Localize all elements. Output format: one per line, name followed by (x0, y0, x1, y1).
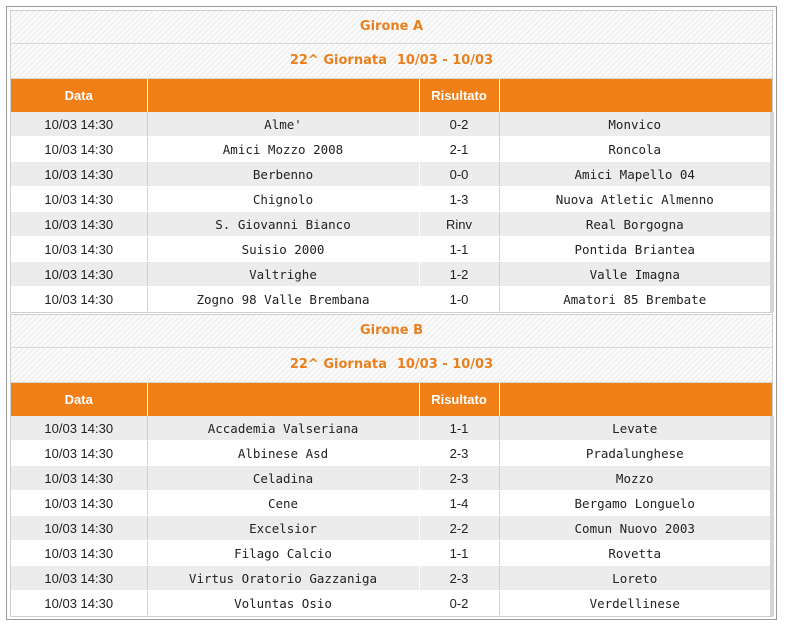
away-team: Pradalunghese (499, 441, 772, 466)
away-team: Nuova Atletic Almenno (499, 187, 772, 212)
home-team: Amici Mozzo 2008 (147, 137, 419, 162)
round-header (11, 348, 772, 383)
home-team: Excelsior (147, 516, 419, 541)
match-date: 10/03 14:30 (11, 516, 147, 541)
table-row (11, 591, 772, 616)
match-score: 0-0 (419, 162, 499, 187)
group-title: Girone B (11, 315, 772, 348)
table-row (11, 262, 772, 287)
round-date-range: 10/03 - 10/03 (396, 357, 494, 372)
match-score: 1-2 (419, 262, 499, 287)
round-header (11, 44, 772, 79)
match-date: 10/03 14:30 (11, 416, 147, 441)
match-date: 10/03 14:30 (11, 237, 147, 262)
group-section (10, 314, 773, 617)
table-row (11, 441, 772, 466)
table-row (11, 491, 772, 516)
match-date: 10/03 14:30 (11, 112, 147, 137)
match-score: 0-2 (419, 591, 499, 616)
match-score: 2-1 (419, 137, 499, 162)
home-team: Filago Calcio (147, 541, 419, 566)
column-header-data: Data (11, 79, 147, 112)
table-row (11, 237, 772, 262)
match-score: 2-3 (419, 441, 499, 466)
match-score: 1-1 (419, 541, 499, 566)
match-date: 10/03 14:30 (11, 566, 147, 591)
table-row (11, 162, 772, 187)
match-score: 0-2 (419, 112, 499, 137)
column-header-home (147, 383, 419, 416)
column-header-away (499, 383, 772, 416)
away-team: Mozzo (499, 466, 772, 491)
away-team: Bergamo Longuelo (499, 491, 772, 516)
match-score: 1-1 (419, 237, 499, 262)
away-team: Monvico (499, 112, 772, 137)
away-team: Valle Imagna (499, 262, 772, 287)
home-team: Valtrighe (147, 262, 419, 287)
table-row (11, 187, 772, 212)
home-team: Accademia Valseriana (147, 416, 419, 441)
table-row (11, 466, 772, 491)
match-date: 10/03 14:30 (11, 466, 147, 491)
table-row (11, 112, 772, 137)
column-header-result: Risultato (419, 383, 499, 416)
table-row (11, 566, 772, 591)
match-score: Rinv (419, 212, 499, 237)
table-row (11, 212, 772, 237)
match-date: 10/03 14:30 (11, 287, 147, 312)
table-header-row (11, 383, 772, 416)
match-date: 10/03 14:30 (11, 212, 147, 237)
column-header-away (499, 79, 772, 112)
column-header-result: Risultato (419, 79, 499, 112)
home-team: Suisio 2000 (147, 237, 419, 262)
match-date: 10/03 14:30 (11, 591, 147, 616)
away-team: Real Borgogna (499, 212, 772, 237)
results-table (11, 79, 774, 312)
away-team: Levate (499, 416, 772, 441)
match-score: 1-4 (419, 491, 499, 516)
group-section (10, 10, 773, 313)
match-date: 10/03 14:30 (11, 541, 147, 566)
table-row (11, 541, 772, 566)
away-team: Roncola (499, 137, 772, 162)
results-panel (6, 6, 777, 620)
table-row (11, 516, 772, 541)
match-date: 10/03 14:30 (11, 162, 147, 187)
home-team: Virtus Oratorio Gazzaniga (147, 566, 419, 591)
match-date: 10/03 14:30 (11, 137, 147, 162)
match-score: 2-3 (419, 566, 499, 591)
home-team: S. Giovanni Bianco (147, 212, 419, 237)
column-header-data: Data (11, 383, 147, 416)
table-row (11, 416, 772, 441)
column-header-home (147, 79, 419, 112)
groups-container (10, 10, 773, 617)
home-team: Zogno 98 Valle Brembana (147, 287, 419, 312)
home-team: Voluntas Osio (147, 591, 419, 616)
match-date: 10/03 14:30 (11, 441, 147, 466)
home-team: Cene (147, 491, 419, 516)
table-row (11, 287, 772, 312)
home-team: Berbenno (147, 162, 419, 187)
match-date: 10/03 14:30 (11, 262, 147, 287)
results-table (11, 383, 774, 616)
match-score: 1-1 (419, 416, 499, 441)
match-score: 1-0 (419, 287, 499, 312)
home-team: Albinese Asd (147, 441, 419, 466)
away-team: Rovetta (499, 541, 772, 566)
away-team: Verdellinese (499, 591, 772, 616)
match-date: 10/03 14:30 (11, 187, 147, 212)
table-row (11, 137, 772, 162)
match-score: 2-2 (419, 516, 499, 541)
table-header-row (11, 79, 772, 112)
away-team: Loreto (499, 566, 772, 591)
round-date-range: 10/03 - 10/03 (396, 53, 494, 68)
away-team: Pontida Briantea (499, 237, 772, 262)
away-team: Amici Mapello 04 (499, 162, 772, 187)
away-team: Comun Nuovo 2003 (499, 516, 772, 541)
home-team: Chignolo (147, 187, 419, 212)
group-title: Girone A (11, 11, 772, 44)
away-team: Amatori 85 Brembate (499, 287, 772, 312)
home-team: Celadina (147, 466, 419, 491)
match-date: 10/03 14:30 (11, 491, 147, 516)
match-score: 2-3 (419, 466, 499, 491)
round-label: 22^ Giornata (289, 357, 387, 372)
home-team: Alme' (147, 112, 419, 137)
match-score: 1-3 (419, 187, 499, 212)
round-label: 22^ Giornata (289, 53, 387, 68)
